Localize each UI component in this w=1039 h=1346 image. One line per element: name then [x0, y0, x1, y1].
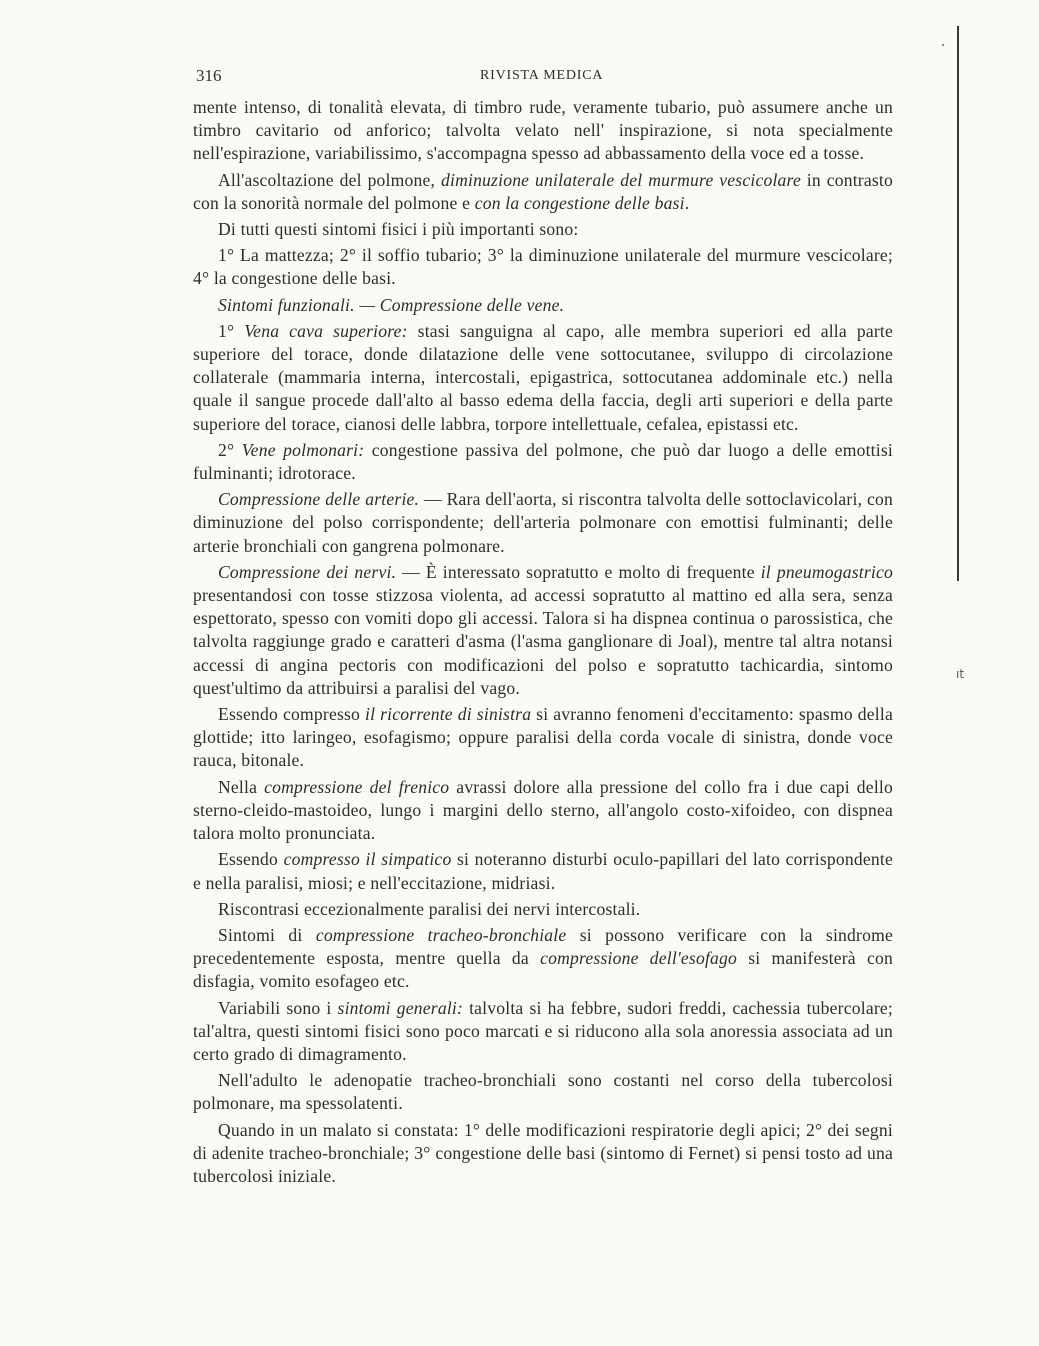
text-run: Sintomi di: [218, 924, 316, 945]
text-run: stasi sanguigna al capo, alle membra superiori ed alla parte superiore del torace, donde dilatazione delle vene sottocutanee, sviluppo di circolazione collaterale (mammaria interna, intercostali, epigastrica, sottocutanea addominale etc.) nella quale il sangue procede dall'alto al basso edema della faccia, degli arti superiori e della parte superiore del torace, cianosi delle labbra, torpore intellettuale, cefalea, epistassi etc.: [193, 320, 893, 434]
italic-run: Vene polmonari:: [241, 439, 365, 460]
paragraph: [193, 1119, 893, 1189]
journal-title: RIVISTA MEDICA: [480, 68, 604, 83]
text-run: 1° La mattezza; 2° il soffio tubario; 3° la diminuzione unilaterale del murmure vescicolare; 4° la congestione delle basi.: [193, 245, 893, 289]
text-run: Quando in un malato si constata: 1° delle modificazioni respiratorie degli apici; 2° dei segni di adenite tracheo-bronchiale; 3° congestione delle basi (sintomo di Fernet) si pensi tosto ad una tubercolosi iniziale.: [193, 1119, 893, 1186]
paragraph: [193, 776, 893, 846]
text-run: congestione passiva del polmone, che può dar luogo a delle emottisi fulminanti; idrotorace.: [193, 439, 893, 484]
text-run: mente intenso, di tonalità elevata, di timbro rude, veramente tubario, può assumere anche un timbro cavitario od anforico; talvolta velato nell' inspirazione, si nota specialmente nell'espirazione, variabilissimo, s'accompagna spesso ad abbassamento della voce ed a tosse.: [193, 97, 893, 164]
paragraph: [193, 848, 893, 894]
text-run: Nella: [218, 776, 265, 797]
italic-run: compressione del frenico: [264, 776, 450, 797]
paragraph: [193, 561, 893, 700]
italic-run: Vena cava superiore:: [244, 320, 408, 341]
page-number: 316: [196, 66, 222, 85]
paragraph: [193, 439, 893, 485]
text-run: in contrasto con la sonorità normale del polmone e: [193, 169, 894, 213]
italic-run: Compressione dei nervi.: [218, 561, 397, 582]
italic-run: il ricorrente di sinistra: [365, 704, 532, 725]
margin-mark: ıt: [956, 667, 965, 681]
paragraph: [193, 1069, 893, 1115]
text-run: — È interessato sopratutto e molto di frequente: [396, 561, 761, 582]
italic-run: con la congestione delle basi: [474, 192, 685, 213]
paragraph: [193, 488, 893, 558]
italic-run: diminuzione unilaterale del murmure vescicolare: [440, 169, 801, 190]
text-run: avrassi dolore alla pressione del collo fra i due capi dello sterno-cleido-mastoideo, lungo i margini dello sterno, all'angolo costo-xifoideo, con dispnea talora molto pronunciata.: [193, 776, 893, 844]
text-run: si possono verificare con la sindrome precedentemente esposta, mentre quella da: [193, 924, 893, 969]
text-run: — Rara dell'aorta, si riscontra talvolta delle sottoclavicolari, con diminuzione del polso corrispondente; dell'arteria polmonare con emottisi fulminanti; delle arterie bronchiali con gangrena polmonare.: [193, 489, 893, 556]
italic-run: compressione dell'esofago: [540, 948, 738, 969]
binding-edge-line: [957, 26, 959, 581]
italic-run: sintomi generali:: [337, 997, 464, 1018]
text-run: Essendo: [218, 849, 284, 870]
text-run: Essendo compresso: [218, 704, 365, 725]
text-run: si avranno fenomeni d'eccitamento: spasmo della glottide; itto laringeo, esofagismo; oppure paralisi della corda vocale di sinistra, donde voce rauca, bitonale.: [193, 704, 893, 771]
paragraph: [193, 169, 893, 215]
italic-run: Sintomi funzionali. — Compressione delle vene.: [218, 294, 565, 315]
paragraph: [193, 218, 893, 241]
paragraph: [193, 320, 893, 436]
running-head: [196, 66, 896, 88]
scan-speck: [942, 44, 944, 46]
italic-run: il pneumogastrico: [760, 561, 893, 582]
article-body: [193, 96, 893, 1188]
italic-run: compresso il simpatico: [283, 849, 452, 870]
text-run: Variabili sono i: [218, 997, 338, 1018]
text-run: Nell'adulto le adenopatie tracheo-bronchiali sono costanti nel corso della tubercolosi polmonare, ma spessolatenti.: [193, 1070, 893, 1114]
paragraph: [193, 96, 893, 166]
paragraph: [193, 244, 893, 290]
text-run: .: [684, 192, 690, 213]
text-run: 1°: [218, 320, 245, 341]
text-run: 2°: [218, 439, 242, 460]
text-run: Riscontrasi eccezionalmente paralisi dei nervi intercostali.: [218, 898, 641, 919]
text-run: All'ascoltazione del polmone,: [218, 169, 441, 190]
paragraph: [193, 898, 893, 921]
text-run: presentandosi con tosse stizzosa violenta, ad accessi sopratutto al mattino ed alla sera, senza espettorato, spesso con vomiti dopo gli accessi. Talora si ha dispnea continua o parossistica, che talvolta raggiunge grado e caratteri d'asma (l'asma ganglionare di Joal), mentre tal altra notansi accessi di angina pectoris con modificazioni del polso e sopratutto tachicardia, sintomo quest'ultimo da attribuirsi a paralisi del vago.: [193, 585, 893, 698]
text-run: talvolta si ha febbre, sudori freddi, cachessia tubercolare; tal'altra, questi sintomi fisici sono poco marcati e si riducono alla sola anoressia associata ad un certo grado di dimagramento.: [193, 997, 893, 1064]
italic-run: compressione tracheo-bronchiale: [315, 924, 567, 945]
paragraph: [193, 924, 893, 994]
paragraph: [193, 294, 893, 317]
text-run: si noteranno disturbi oculo-papillari del lato corrispondente e nella paralisi, miosi; e nell'eccitazione, midriasi.: [193, 849, 893, 893]
paragraph: [193, 997, 893, 1067]
paragraph: [193, 703, 893, 773]
text-run: si manifesterà con disfagia, vomito esofageo etc.: [193, 948, 893, 992]
italic-run: Compressione delle arterie.: [218, 489, 420, 510]
text-run: Di tutti questi sintomi fisici i più importanti sono:: [218, 219, 579, 240]
